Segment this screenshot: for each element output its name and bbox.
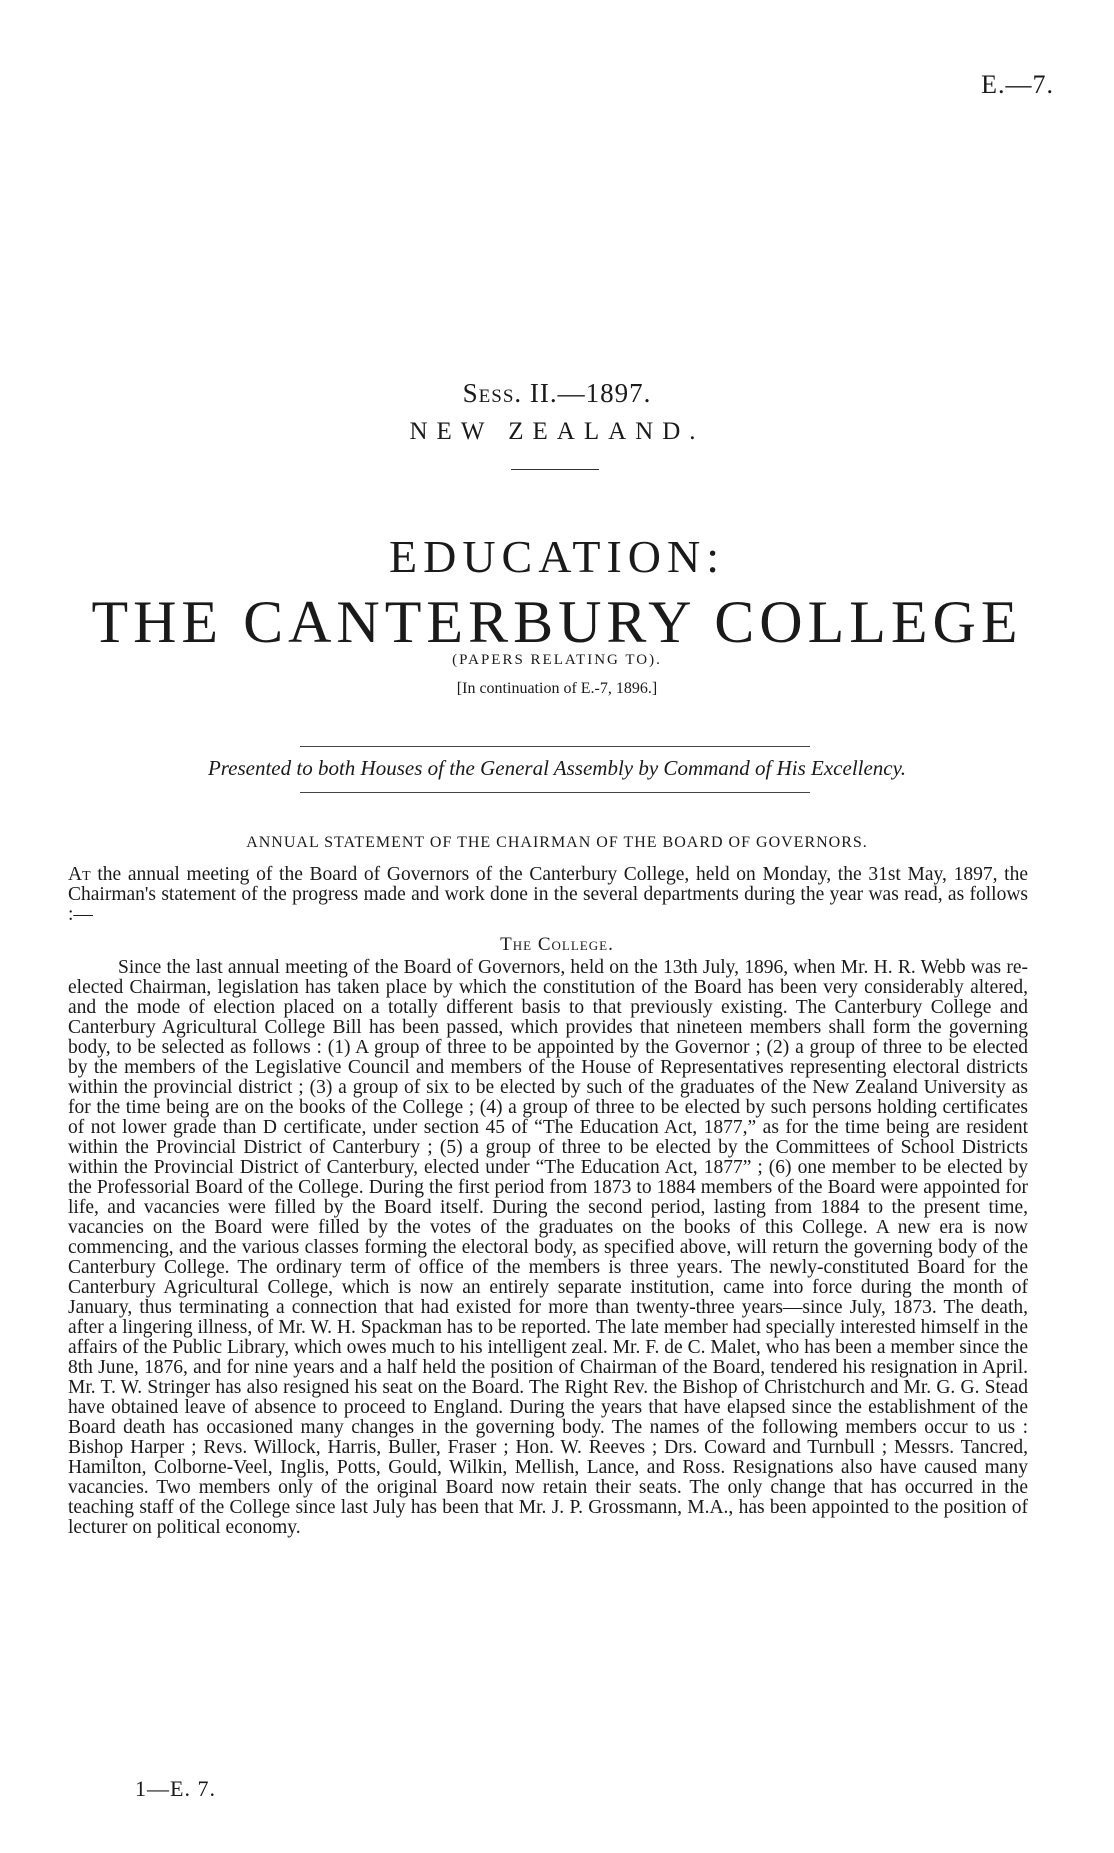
title-continuation: [In continuation of E.-7, 1896.] (456, 680, 658, 697)
session-line (0, 378, 1114, 409)
session-prefix: Sess. (462, 378, 523, 408)
footer-signature: 1—E. 7. (135, 1776, 216, 1801)
title-papers: (PAPERS RELATING TO). (452, 652, 662, 668)
country-line: NEW ZEALAND. (409, 418, 705, 445)
statement-title: ANNUAL STATEMENT OF THE CHAIRMAN OF THE BOARD OF GOVERNORS. (246, 834, 868, 851)
session-rest: II.—1897. (522, 378, 652, 408)
title-education: EDUCATION: (389, 531, 725, 582)
page-reference: E.—7. (981, 70, 1054, 99)
main-paragraph: Since the last annual meeting of the Board of Governors, held on the 13th July, 1896, when Mr. H. R. Webb was re-elected Chairman, legislation has taken place by which the constitution of the Board has been very considerably altered, and the mode of election placed on a totally different basis to that previously existing. The Canterbury College and Canterbury Agricultural College Bill has been passed, which provides that nineteen members shall form the governing body, to be selected as follows : (1) A group of three to be appointed by the Governor ; (2) a group of three to be elected by the members of the Legislative Council and members of the House of Representatives representing electoral districts within the provincial district ; (3) a group of six to be elected by such of the graduates of the New Zealand University as for the time being are on the books of the College ; (4) a group of three to be elected by such persons holding certificates of not lower grade than D certificate, under section 45 of “The Education Act, 1877,” as for the time being are resident within the Provincial District of Canterbury ; (5) a group of three to be elected by the Committees of School Districts within the Provincial District of Canterbury, elected under “The Education Act, 1877” ; (6) one member to be elected by the Professorial Board of the College. During the first period from 1873 to 1884 members of the Board were appointed for life, and vacancies were filled by the Board itself. During the second period, lasting from 1884 to the present time, vacancies on the Board were filled by the votes of the graduates on the books of this College. A new era is now commencing, and the various classes forming the electoral body, as specified above, will return the governing body of the Canterbury College. The ordinary term of office of the members is three years. The newly-constituted Board for the Canterbury Agricultural College, which is now an entirely separate institution, came into force during the month of January, thus terminating a connection that had existed for more than twenty-three years—since July, 1873. The death, after a lingering illness, of Mr. W. H. Spackman has to be reported. The late member had specially interested himself in the affairs of the Public Library, which owes much to his intelligent zeal. Mr. F. de C. Malet, who has been a member since the 8th June, 1876, and for nine years and a half held the position of Chairman of the Board, tendered his resignation in April. Mr. T. W. Stringer has also resigned his seat on the Board. The Right Rev. the Bishop of Christchurch and Mr. G. G. Stead have obtained leave of absence to proceed to England. During the years that have elapsed since the establishment of the Board death has occasioned many changes in the governing body. The names of the following members occur to us : Bishop Harper ; Revs. Willock, Harris, Buller, Fraser ; Hon. W. Reeves ; Drs. Coward and Turnbull ; Messrs. Tancred, Hamilton, Colborne-Veel, Inglis, Potts, Gould, Wilkin, Mellish, Lance, and Ross. Resignations also have caused many vacancies. Two members only of the original Board now retain their seats. The only change that has occurred in the teaching staff of the College since last July has been that Mr. J. P. Grossmann, M.A., has been appointed to the position of lecturer on political economy. (68, 957, 1028, 1538)
intro-text: the annual meeting of the Board of Governors of the Canterbury College, held on Monday, the 31st May, 1897, the Chairman's statement of the progress made and work done in the several departments during the year was read, as follows :— (68, 864, 1028, 925)
title-college: THE CANTERBURY COLLEGE (91, 589, 1023, 655)
divider-short (511, 469, 599, 470)
intro-first-word: At (68, 864, 91, 885)
divider-bottom (300, 792, 810, 793)
section-heading: The College. (500, 934, 614, 955)
intro-paragraph (68, 865, 1028, 925)
presented-line: Presented to both Houses of the General Assembly by Command of His Excellency. (207, 756, 907, 780)
divider-top (300, 746, 810, 747)
